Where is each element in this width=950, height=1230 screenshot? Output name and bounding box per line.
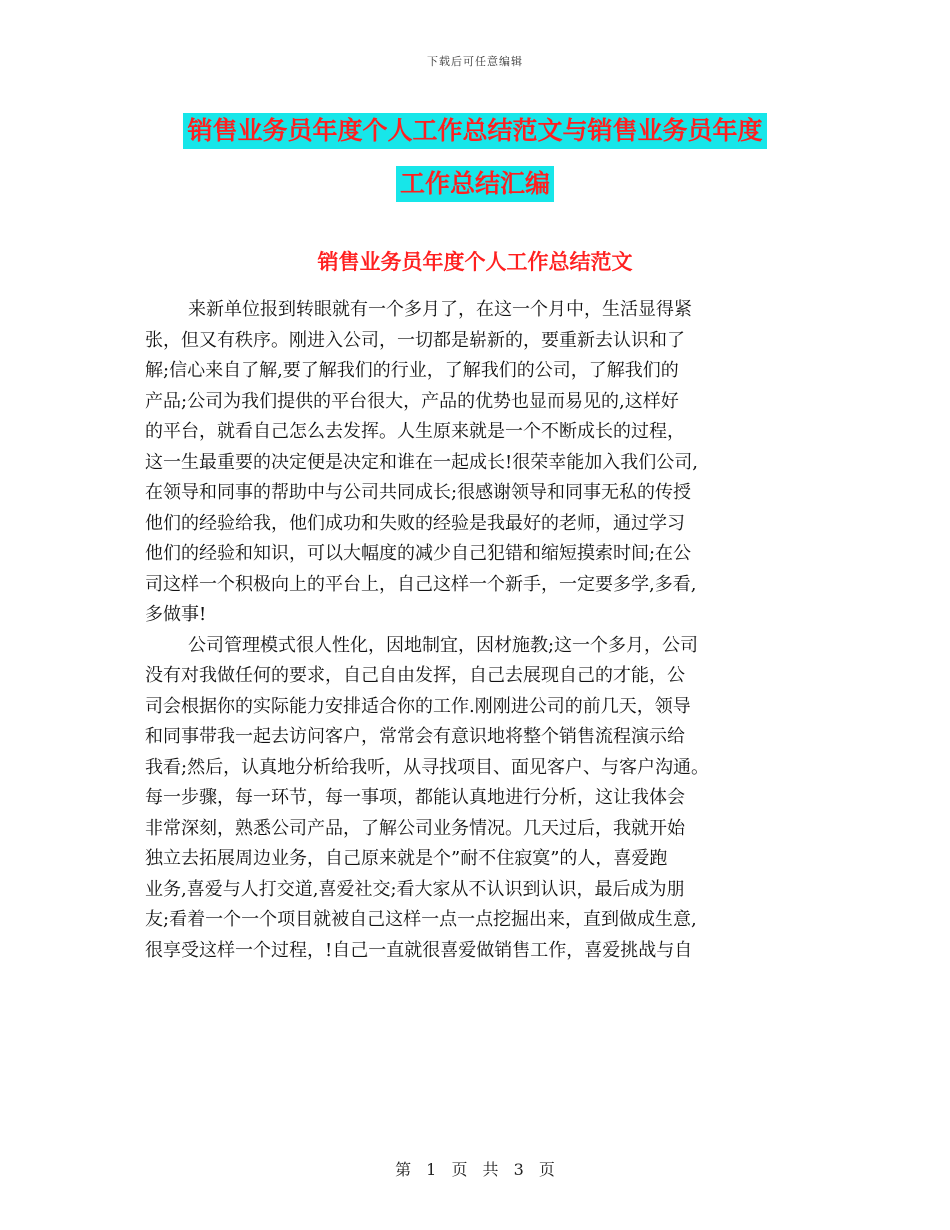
paragraph-line: 我看;然后，认真地分析给我听，从寻找项目、面见客户、与客户沟通。 <box>145 756 710 778</box>
paragraph-line: 司会根据你的实际能力安排适合你的工作.刚刚进公司的前几天，领导 <box>145 695 691 717</box>
paragraph-line: 公司管理模式很人性化，因地制宜，因材施教;这一个多月，公司 <box>188 634 699 656</box>
paragraph-line: 多做事! <box>145 604 207 625</box>
paragraph-line: 没有对我做任何的要求，自己自由发挥，自己去展现自己的才能，公 <box>145 665 685 686</box>
page-footer <box>0 1157 950 1180</box>
paragraph-line: 在领导和同事的帮助中与公司共同成长;很感谢领导和同事无私的传授 <box>145 482 692 503</box>
paragraph-line: 张，但又有秩序。刚进入公司，一切都是崭新的，要重新去认识和了 <box>145 329 685 351</box>
paragraph-2 <box>145 631 815 967</box>
paragraph-line: 产品;公司为我们提供的平台很大，产品的优势也显而易见的,这样好 <box>145 390 679 412</box>
title-line-2: 工作总结汇编 <box>396 166 554 202</box>
paragraph-line: 很享受这样一个过程，!自己一直就很喜爱做销售工作，喜爱挑战与自 <box>145 939 693 961</box>
page-number: 第 1 页 共 3 页 <box>395 1160 555 1179</box>
header-note: 下载后可任意编辑 <box>427 55 523 68</box>
paragraph-1 <box>145 295 815 631</box>
paragraph-line: 独立去拓展周边业务，自己原来就是个”耐不住寂寞”的人，喜爱跑 <box>145 848 668 869</box>
document-title <box>0 106 950 212</box>
paragraph-line: 和同事带我一起去访问客户，常常会有意识地将整个销售流程演示给 <box>145 726 685 747</box>
section-title: 销售业务员年度个人工作总结范文 <box>317 249 633 274</box>
paragraph-line: 他们的经验和知识，可以大幅度的减少自己犯错和缩短摸索时间;在公 <box>145 543 692 564</box>
paragraph-line: 解;信心来自了解,要了解我们的行业，了解我们的公司，了解我们的 <box>145 360 679 381</box>
paragraph-line: 他们的经验给我，他们成功和失败的经验是我最好的老师，通过学习 <box>145 512 685 534</box>
paragraph-line: 业务,喜爱与人打交道,喜爱社交;看大家从不认识到认识，最后成为朋 <box>145 878 685 900</box>
paragraph-line: 来新单位报到转眼就有一个多月了，在这一个月中，生活显得紧 <box>188 299 692 320</box>
paragraph-line: 司这样一个积极向上的平台上，自己这样一个新手，一定要多学,多看, <box>145 573 697 595</box>
body-text <box>145 295 815 966</box>
title-line-1: 销售业务员年度个人工作总结范文与销售业务员年度 <box>183 113 766 149</box>
paragraph-line: 的平台，就看自己怎么去发挥。人生原来就是一个不断成长的过程， <box>145 421 685 442</box>
paragraph-line: 友;看着一个一个项目就被自己这样一点一点挖掘出来，直到做成生意, <box>145 909 697 930</box>
paragraph-line: 非常深刻，熟悉公司产品，了解公司业务情况。几天过后，我就开始 <box>145 817 685 839</box>
paragraph-line: 每一步骤，每一环节，每一事项，都能认真地进行分析，这让我体会 <box>145 787 685 808</box>
paragraph-line: 这一生最重要的决定便是决定和谁在一起成长!很荣幸能加入我们公司, <box>145 451 698 473</box>
